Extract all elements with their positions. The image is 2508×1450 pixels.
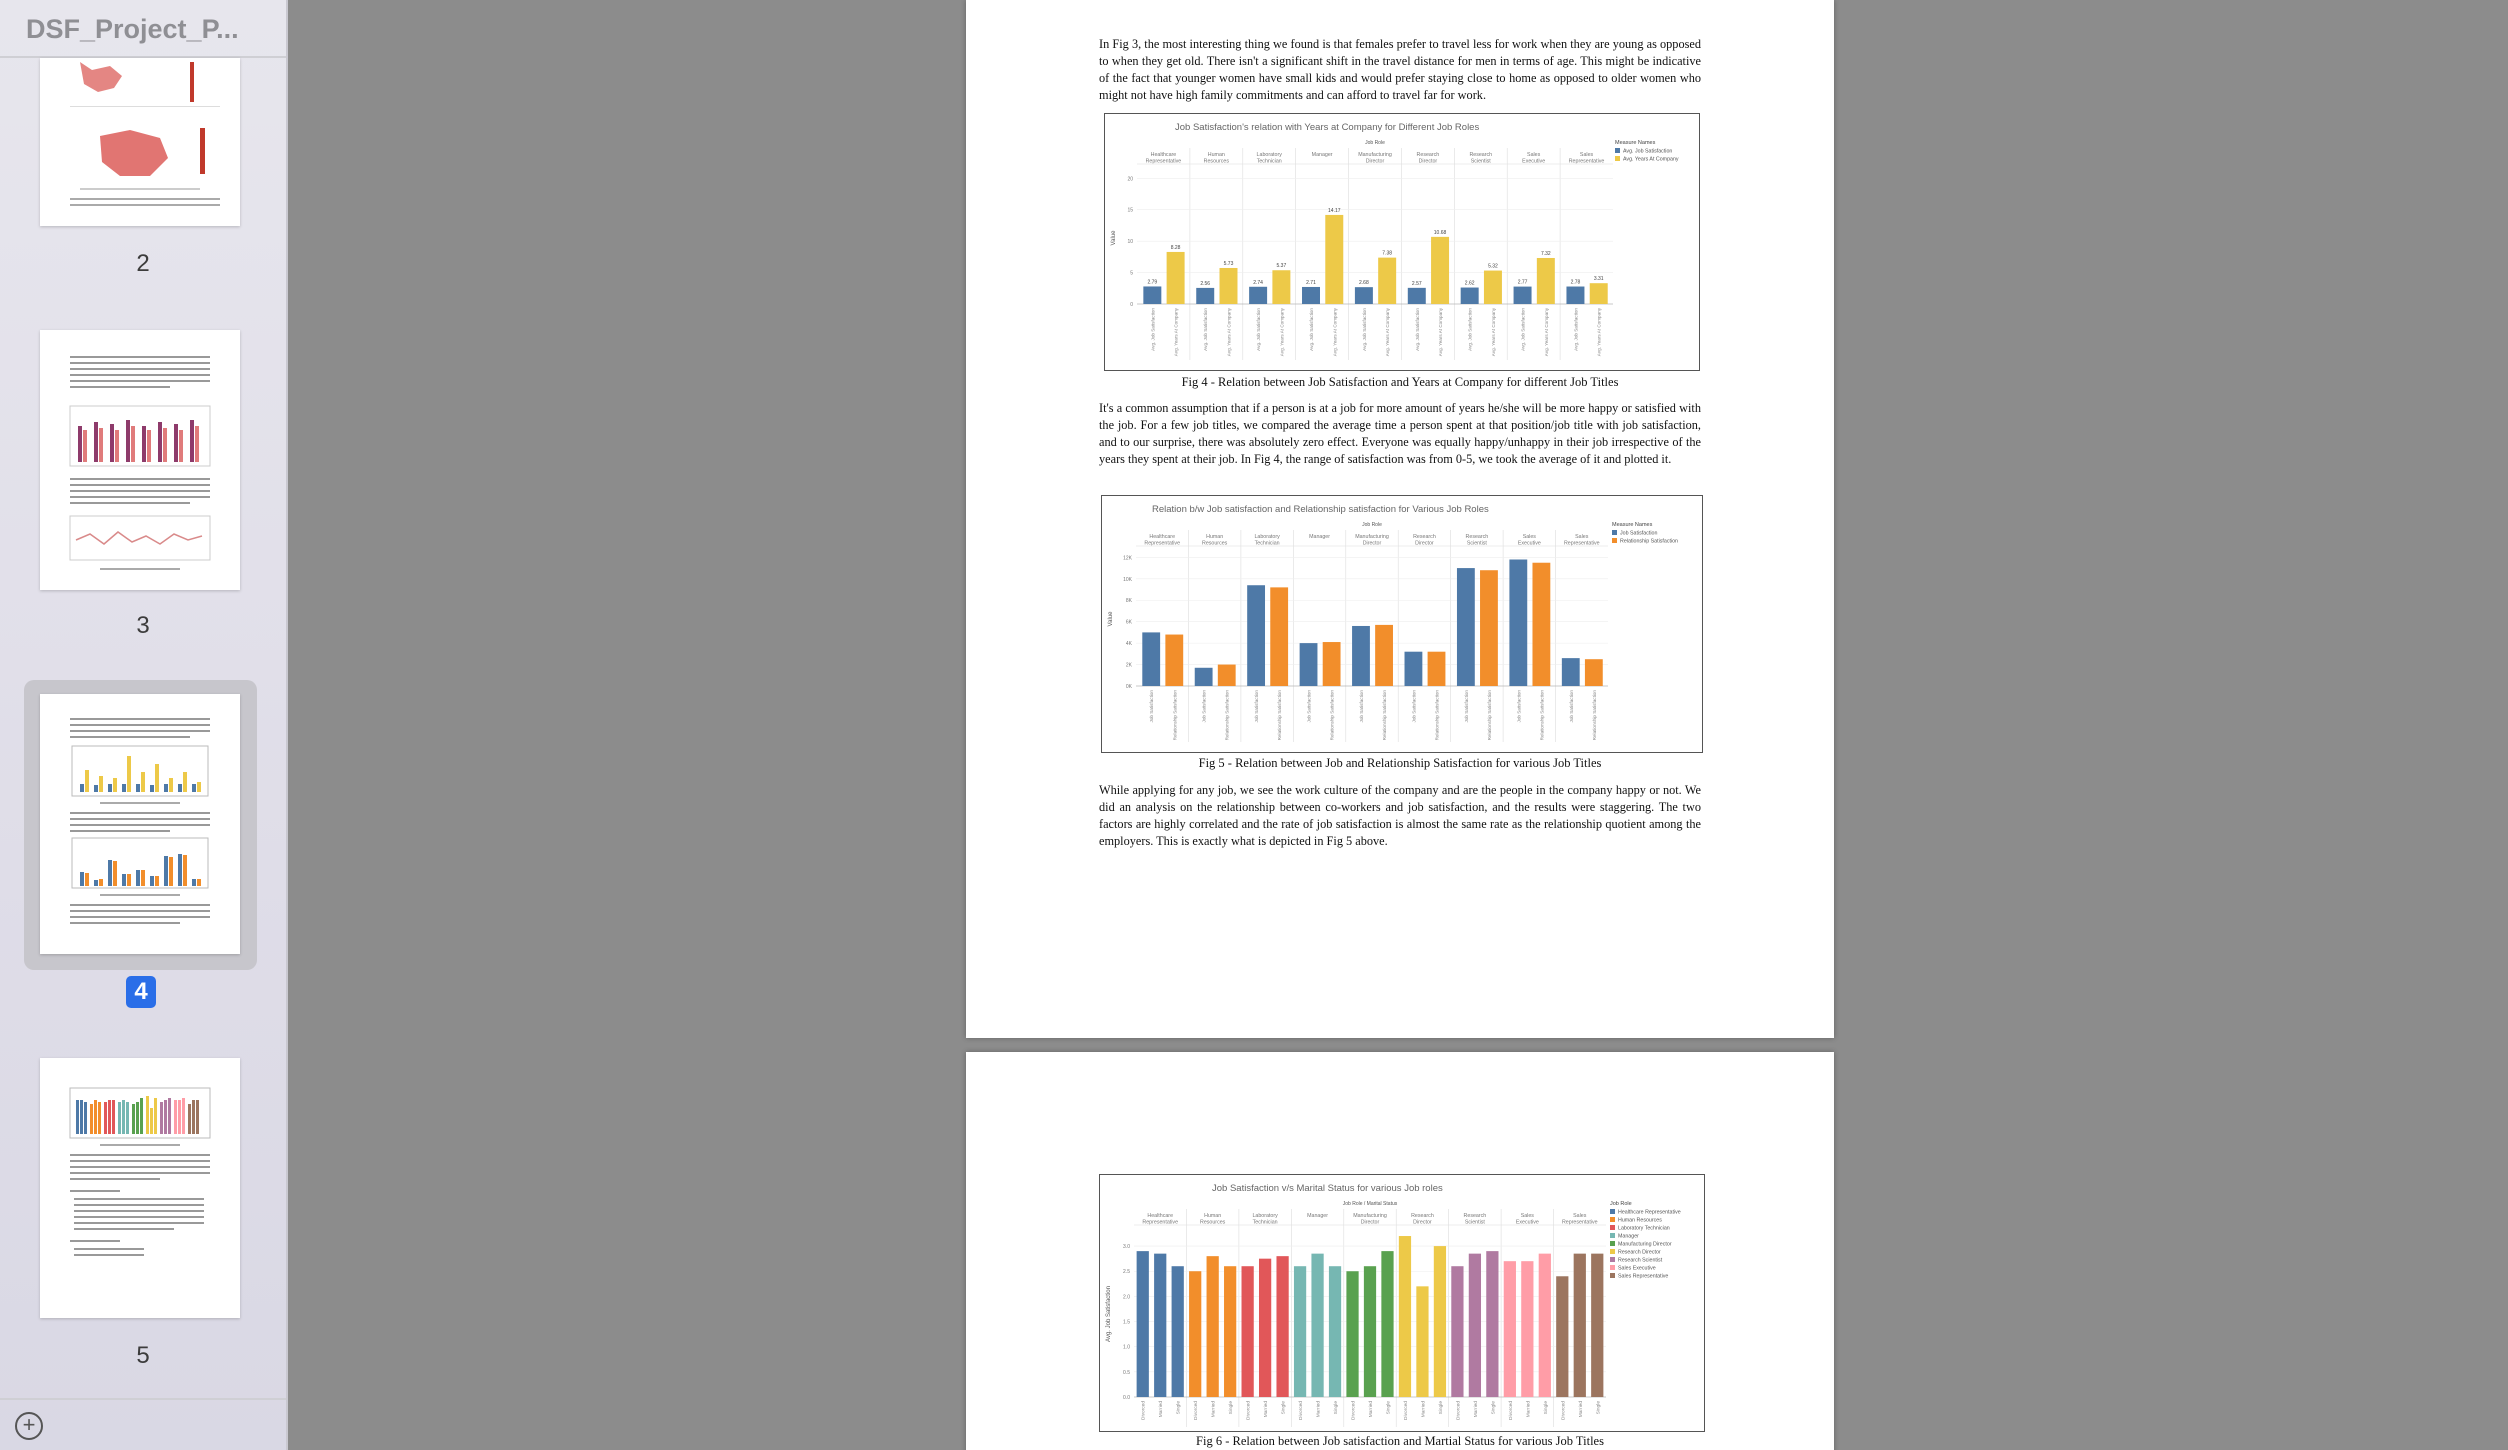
legend-swatch: [1610, 1249, 1615, 1254]
category-label: Executive: [1522, 158, 1546, 165]
x-bar-label: Single: [1176, 1401, 1182, 1415]
document-title: DSF_Project_P...: [26, 14, 239, 44]
category-label: Resources: [1203, 158, 1229, 165]
x-bar-label: Married: [1526, 1401, 1532, 1418]
bar: [1207, 1256, 1219, 1397]
x-bar-label: Job Satisfaction: [1411, 690, 1417, 723]
y-tick-label: 1.0: [1123, 1344, 1130, 1351]
x-bar-label: Divorced: [1403, 1401, 1409, 1420]
bar: [1434, 1246, 1446, 1397]
y-tick-label: 20: [1127, 176, 1133, 183]
legend-swatch: [1610, 1265, 1615, 1270]
bar: [1431, 237, 1449, 304]
x-bar-label: Avg. Years At Company: [1279, 308, 1285, 357]
bar: [1302, 287, 1320, 304]
y-tick-label: 10: [1127, 239, 1133, 246]
bar: [1539, 1254, 1551, 1397]
chart-column-header: Job Role: [1365, 140, 1385, 146]
category-label: Representative: [1563, 540, 1600, 547]
x-bar-label: Relationship Satisfaction: [1382, 690, 1388, 741]
category-label: Representative: [1561, 1219, 1598, 1226]
bar-value-label: 5.32: [1488, 263, 1498, 270]
bar: [1189, 1271, 1201, 1397]
x-bar-label: Divorced: [1561, 1401, 1567, 1420]
y-tick-label: 5: [1130, 270, 1133, 277]
bar: [1195, 668, 1213, 686]
legend-label: Sales Executive: [1618, 1265, 1656, 1272]
category-label: Technician: [1256, 158, 1282, 165]
category-label: Laboratory: [1252, 1213, 1278, 1219]
x-bar-label: Relationship Satisfaction: [1539, 690, 1545, 741]
category-label: Sales: [1520, 1213, 1534, 1219]
page-number-3[interactable]: 3: [136, 612, 150, 639]
category-label: Manufacturing: [1358, 152, 1392, 158]
bar: [1294, 1266, 1306, 1397]
category-label: Laboratory: [1256, 152, 1282, 158]
x-bar-label: Relationship Satisfaction: [1434, 690, 1440, 741]
bar: [1143, 286, 1161, 304]
page-thumbnail-2[interactable]: [40, 58, 240, 226]
category-label: Manufacturing: [1355, 534, 1389, 540]
category-label: Healthcare: [1149, 534, 1176, 540]
category-label: Manager: [1311, 152, 1333, 158]
x-bar-label: Job Satisfaction: [1254, 690, 1260, 723]
bar: [1247, 585, 1265, 686]
category-label: Human: [1207, 152, 1225, 158]
bar: [1451, 1266, 1463, 1397]
x-bar-label: Avg. Job Satisfaction: [1414, 308, 1420, 351]
y-tick-label: 2.5: [1123, 1269, 1130, 1276]
category-label: Scientist: [1470, 158, 1491, 165]
x-bar-label: Divorced: [1246, 1401, 1252, 1420]
category-label: Healthcare: [1150, 152, 1177, 158]
page-number-5[interactable]: 5: [136, 1342, 150, 1369]
x-bar-label: Job Satisfaction: [1568, 690, 1574, 723]
category-label: Research: [1469, 152, 1493, 158]
category-label: Representative: [1142, 1219, 1179, 1226]
x-bar-label: Married: [1578, 1401, 1584, 1418]
y-axis-label: Avg. Job Satisfaction: [1106, 1286, 1112, 1342]
x-bar-label: Job Satisfaction: [1516, 690, 1522, 723]
document-page-4: [966, 0, 1834, 1038]
page-thumbnail-4[interactable]: [40, 694, 240, 954]
x-bar-label: Single: [1491, 1401, 1497, 1415]
x-bar-label: Divorced: [1141, 1401, 1147, 1420]
x-bar-label: Avg. Years At Company: [1385, 308, 1391, 357]
category-label: Sales: [1573, 1213, 1587, 1219]
category-label: Scientist: [1466, 540, 1487, 547]
category-label: Director: [1415, 540, 1434, 547]
bar: [1224, 1266, 1236, 1397]
category-label: Technician: [1252, 1219, 1278, 1226]
bar: [1469, 1254, 1481, 1397]
x-bar-label: Job Satisfaction: [1306, 690, 1312, 723]
x-bar-label: Avg. Job Satisfaction: [1309, 308, 1315, 351]
category-label: Executive: [1517, 540, 1541, 547]
legend-label: Manager: [1618, 1233, 1639, 1240]
y-tick-label: 1.5: [1123, 1319, 1130, 1326]
x-bar-label: Job Satisfaction: [1358, 690, 1364, 723]
bar: [1167, 252, 1185, 304]
x-bar-label: Single: [1229, 1401, 1235, 1415]
x-bar-label: Single: [1543, 1401, 1549, 1415]
bar: [1399, 1236, 1411, 1397]
bar-value-label: 8.28: [1170, 244, 1181, 251]
y-tick-label: 8K: [1125, 598, 1132, 605]
x-bar-label: Avg. Job Satisfaction: [1150, 308, 1156, 351]
bar: [1352, 626, 1370, 686]
bar: [1272, 270, 1290, 304]
x-bar-label: Avg. Job Satisfaction: [1256, 308, 1262, 351]
category-label: Manager: [1307, 1213, 1329, 1219]
y-tick-label: 3.0: [1123, 1244, 1130, 1251]
legend-label: Human Resources: [1618, 1217, 1662, 1224]
x-bar-label: Married: [1369, 1401, 1374, 1418]
x-bar-label: Avg. Job Satisfaction: [1573, 307, 1579, 351]
category-label: Resources: [1200, 1219, 1226, 1226]
bar: [1457, 568, 1475, 686]
bar: [1416, 1286, 1428, 1397]
category-label: Sales: [1575, 534, 1589, 540]
category-label: Human: [1204, 1213, 1222, 1219]
legend-label: Research Scientist: [1618, 1257, 1663, 1264]
figure-6-caption: Fig 6 - Relation between Job satisfaction and Martial Status for various Job Titles: [1196, 1434, 1604, 1448]
y-tick-label: 0: [1130, 302, 1133, 308]
bar: [1311, 1254, 1323, 1397]
figure-4-chart: [1104, 113, 1700, 371]
bar-value-label: 2.74: [1253, 279, 1263, 286]
x-bar-label: Avg. Years At Company: [1332, 308, 1338, 357]
bar-value-label: 7.38: [1382, 250, 1393, 257]
legend-swatch: [1615, 148, 1620, 153]
x-bar-label: Avg. Years At Company: [1490, 308, 1496, 357]
bar: [1537, 258, 1555, 304]
x-bar-label: Married: [1211, 1401, 1217, 1418]
x-bar-label: Avg. Years At Company: [1543, 308, 1549, 357]
legend-swatch: [1610, 1233, 1615, 1238]
x-bar-label: Avg. Job Satisfaction: [1203, 308, 1209, 351]
x-bar-label: Relationship Satisfaction: [1591, 690, 1597, 741]
x-bar-label: Job Satisfaction: [1463, 690, 1469, 723]
legend-label: Manufacturing Director: [1618, 1241, 1672, 1248]
bar-value-label: 7.32: [1540, 250, 1551, 257]
bar: [1355, 287, 1373, 304]
legend-swatch: [1612, 538, 1617, 543]
bar: [1276, 1256, 1288, 1397]
x-bar-label: Married: [1159, 1401, 1165, 1418]
bar: [1142, 632, 1160, 686]
x-bar-label: Relationship Satisfaction: [1172, 690, 1178, 741]
legend-label: Sales Representative: [1618, 1273, 1669, 1280]
category-label: Sales: [1527, 152, 1541, 158]
y-tick-label: 15: [1127, 207, 1133, 214]
figure-4-caption: Fig 4 - Relation between Job Satisfaction and Years at Company for different Job Titles: [1181, 375, 1619, 389]
legend-label: Relationship Satisfaction: [1620, 538, 1679, 545]
bar: [1154, 1254, 1166, 1397]
category-label: Healthcare: [1147, 1213, 1174, 1219]
bar: [1249, 287, 1267, 304]
x-bar-label: Relationship Satisfaction: [1329, 690, 1335, 741]
paragraph-fig4-discussion: It's a common assumption that if a person is at a job for more amount of years he/she will be more happy or satisfied with the job. For a few job titles, we compared the average time a person spent at that position/job title with job satisfaction, and to our surprise, there was absolutely zero effect. Everyone was equally happy/unhappy in their job irrespective of the years they spent at their job. In Fig 4, the range of satisfaction was from 0-5, we took the average of it and plotted it.: [1099, 401, 1701, 466]
chart-title: Job Satisfaction v/s Marital Status for various Job roles: [1212, 1183, 1443, 1194]
bar: [1532, 563, 1550, 686]
bar: [1364, 1266, 1376, 1397]
x-bar-label: Married: [1473, 1401, 1479, 1418]
bar-value-label: 14.17: [1328, 207, 1341, 214]
page-thumbnail-3[interactable]: [40, 330, 240, 590]
legend-swatch: [1610, 1273, 1615, 1278]
category-label: Technician: [1254, 540, 1280, 547]
bar: [1242, 1266, 1254, 1397]
x-bar-label: Relationship Satisfaction: [1486, 690, 1492, 741]
category-label: Scientist: [1464, 1219, 1485, 1226]
bar-value-label: 10.68: [1433, 229, 1447, 236]
bar: [1218, 665, 1236, 686]
bar: [1378, 258, 1396, 304]
bar: [1590, 283, 1608, 304]
category-label: Research: [1463, 1213, 1487, 1219]
page-number-2[interactable]: 2: [136, 250, 150, 277]
bar: [1323, 642, 1341, 686]
bar: [1329, 1266, 1341, 1397]
bar: [1486, 1251, 1498, 1397]
category-label: Research: [1465, 534, 1489, 540]
legend-label: Avg. Years At Company: [1623, 156, 1679, 163]
bar: [1509, 560, 1527, 686]
bar: [1521, 1261, 1533, 1397]
bar: [1566, 287, 1584, 304]
bar-value-label: 2.79: [1147, 279, 1158, 286]
bar: [1381, 1251, 1393, 1397]
bar: [1375, 625, 1393, 686]
y-tick-label: 10K: [1123, 576, 1132, 583]
category-label: Manager: [1309, 534, 1331, 540]
legend-swatch: [1610, 1241, 1615, 1246]
category-label: Director: [1365, 158, 1385, 165]
y-tick-label: 2.0: [1123, 1294, 1130, 1301]
y-tick-label: 2K: [1125, 662, 1132, 669]
legend-label: Healthcare Representative: [1618, 1209, 1681, 1216]
bar-value-label: 5.73: [1223, 260, 1234, 267]
x-bar-label: Avg. Years At Company: [1226, 308, 1232, 357]
bar: [1574, 1254, 1586, 1397]
fig4-bar-chart: [1105, 114, 1699, 370]
bar: [1196, 288, 1214, 304]
bar-value-label: 2.78: [1570, 279, 1581, 286]
category-label: Director: [1360, 1219, 1380, 1226]
legend-label: Job Satisfaction: [1620, 530, 1658, 537]
y-axis-label: Value: [1111, 230, 1117, 246]
x-bar-label: Divorced: [1508, 1401, 1514, 1420]
paragraph-fig5-discussion: While applying for any job, we see the work culture of the company and are the people in the company happy or not. We did an analysis on the relationship between co-workers and job satisfaction, and the results were staggering. The two factors are highly correlated and the rate of job satisfaction is almost the same rate as the relationship quotient among the employers. This is exactly what is depicted in Fig 5 above.: [1099, 783, 1701, 848]
y-tick-label: 0K: [1125, 684, 1132, 690]
x-bar-label: Job Satisfaction: [1201, 690, 1207, 723]
legend-title: Job Role: [1610, 1201, 1632, 1207]
legend-swatch: [1610, 1225, 1615, 1230]
page-thumbnail-5[interactable]: [40, 1058, 240, 1318]
y-tick-label: 12K: [1123, 555, 1132, 562]
category-label: Director: [1362, 540, 1382, 547]
category-label: Representative: [1568, 158, 1605, 165]
x-bar-label: Avg. Years At Company: [1438, 308, 1444, 357]
legend-label: Avg. Job Satisfaction: [1623, 148, 1673, 155]
legend-swatch: [1610, 1217, 1615, 1222]
legend-title: Measure Names: [1612, 522, 1653, 528]
legend-title: Measure Names: [1615, 140, 1656, 146]
bar: [1504, 1261, 1516, 1397]
x-bar-label: Job Satisfaction: [1149, 690, 1155, 723]
x-bar-label: Relationship Satisfaction: [1224, 690, 1230, 741]
category-label: Executive: [1515, 1219, 1539, 1226]
category-label: Director: [1413, 1219, 1432, 1226]
chart-column-header: Job Role: [1362, 522, 1382, 528]
bar: [1556, 1276, 1568, 1397]
figure-6-chart: [1099, 1174, 1705, 1432]
y-axis-label: Value: [1108, 611, 1114, 627]
thumbnail-sidebar: [0, 0, 288, 1450]
fig5-bar-chart: [1102, 496, 1702, 752]
bar-value-label: 2.56: [1200, 280, 1211, 287]
bar: [1408, 288, 1426, 304]
bar-value-label: 3.31: [1593, 276, 1604, 283]
document-page-5: [966, 1052, 1834, 1450]
x-bar-label: Married: [1264, 1401, 1270, 1418]
bar: [1484, 271, 1502, 304]
bar: [1165, 635, 1183, 686]
x-bar-label: Single: [1386, 1401, 1392, 1415]
y-tick-label: 0.0: [1123, 1395, 1130, 1401]
bar: [1259, 1259, 1271, 1397]
plus-circle-icon[interactable]: +: [15, 1412, 43, 1440]
paragraph-fig3-discussion: In Fig 3, the most interesting thing we found is that females prefer to travel less for work when they are young as opposed to when they get old. There isn't a significant shift in the travel distance for men in terms of age. This might be indicative of the fact that younger women have small kids and would prefer staying close to home as opposed to older women who might not have high family commitments and can afford to travel far for work.: [1099, 37, 1701, 102]
figure-5-chart: [1101, 495, 1703, 753]
x-bar-label: Single: [1281, 1401, 1287, 1415]
x-bar-label: Divorced: [1194, 1401, 1200, 1420]
category-label: Sales: [1579, 152, 1594, 158]
bar: [1514, 287, 1532, 304]
sidebar-bottom-divider: [0, 1398, 286, 1400]
x-bar-label: Married: [1316, 1401, 1322, 1418]
category-label: Human: [1206, 534, 1224, 540]
bar: [1405, 652, 1423, 686]
legend-swatch: [1610, 1257, 1615, 1262]
bar-value-label: 2.77: [1517, 279, 1528, 286]
y-tick-label: 6K: [1125, 619, 1132, 626]
bar: [1325, 215, 1343, 304]
x-bar-label: Divorced: [1351, 1401, 1357, 1420]
legend-swatch: [1615, 156, 1620, 161]
x-bar-label: Avg. Job Satisfaction: [1361, 308, 1367, 351]
bar: [1172, 1266, 1184, 1397]
x-bar-label: Avg. Years At Company: [1173, 308, 1179, 357]
chart-title: Relation b/w Job satisfaction and Relationship satisfaction for Various Job Roles: [1152, 504, 1489, 515]
category-label: Representative: [1145, 158, 1182, 165]
bar: [1562, 658, 1580, 686]
x-bar-label: Single: [1596, 1401, 1602, 1415]
legend-label: Research Director: [1618, 1249, 1661, 1256]
category-label: Manufacturing: [1353, 1213, 1387, 1219]
x-bar-label: Divorced: [1299, 1401, 1305, 1420]
legend-swatch: [1612, 530, 1617, 535]
bar-value-label: 2.71: [1306, 279, 1316, 286]
bar: [1461, 288, 1479, 304]
x-bar-label: Divorced: [1456, 1401, 1462, 1420]
bar: [1480, 570, 1498, 686]
category-label: Director: [1418, 158, 1438, 165]
bar: [1220, 268, 1238, 304]
bar: [1428, 652, 1446, 686]
category-label: Research: [1413, 534, 1436, 540]
category-label: Representative: [1144, 540, 1181, 547]
category-label: Laboratory: [1254, 534, 1280, 540]
x-bar-label: Single: [1438, 1401, 1444, 1415]
x-bar-label: Single: [1334, 1401, 1340, 1415]
bar: [1137, 1251, 1149, 1397]
chart-title: Job Satisfaction's relation with Years at Company for Different Job Roles: [1175, 122, 1480, 133]
y-tick-label: 0.5: [1123, 1369, 1130, 1376]
category-label: Research: [1416, 152, 1440, 158]
x-bar-label: Avg. Years At Company: [1596, 307, 1602, 357]
x-bar-label: Avg. Job Satisfaction: [1467, 308, 1473, 351]
fig6-bar-chart: [1100, 1175, 1704, 1431]
bar-value-label: 5.37: [1276, 263, 1287, 270]
page-number-4[interactable]: 4: [126, 976, 156, 1008]
category-label: Sales: [1522, 534, 1536, 540]
figure-5-caption: Fig 5 - Relation between Job and Relationship Satisfaction for various Job Titles: [1198, 756, 1602, 770]
x-bar-label: Avg. Job Satisfaction: [1520, 308, 1526, 351]
bar: [1270, 587, 1288, 686]
legend-label: Laboratory Technician: [1618, 1225, 1670, 1232]
bar: [1585, 659, 1603, 686]
category-label: Research: [1411, 1213, 1434, 1219]
bar: [1300, 643, 1318, 686]
bar-value-label: 2.62: [1464, 280, 1475, 287]
y-tick-label: 4K: [1125, 641, 1132, 648]
bar: [1346, 1271, 1358, 1397]
x-bar-label: Married: [1421, 1401, 1427, 1418]
bar: [1591, 1254, 1603, 1397]
chart-column-header: Job Role / Marital Status: [1342, 1201, 1398, 1207]
bar-value-label: 2.57: [1411, 280, 1422, 287]
x-bar-label: Relationship Satisfaction: [1277, 690, 1283, 741]
bar-value-label: 2.68: [1359, 280, 1369, 287]
category-label: Resources: [1202, 540, 1228, 547]
legend-swatch: [1610, 1209, 1615, 1214]
